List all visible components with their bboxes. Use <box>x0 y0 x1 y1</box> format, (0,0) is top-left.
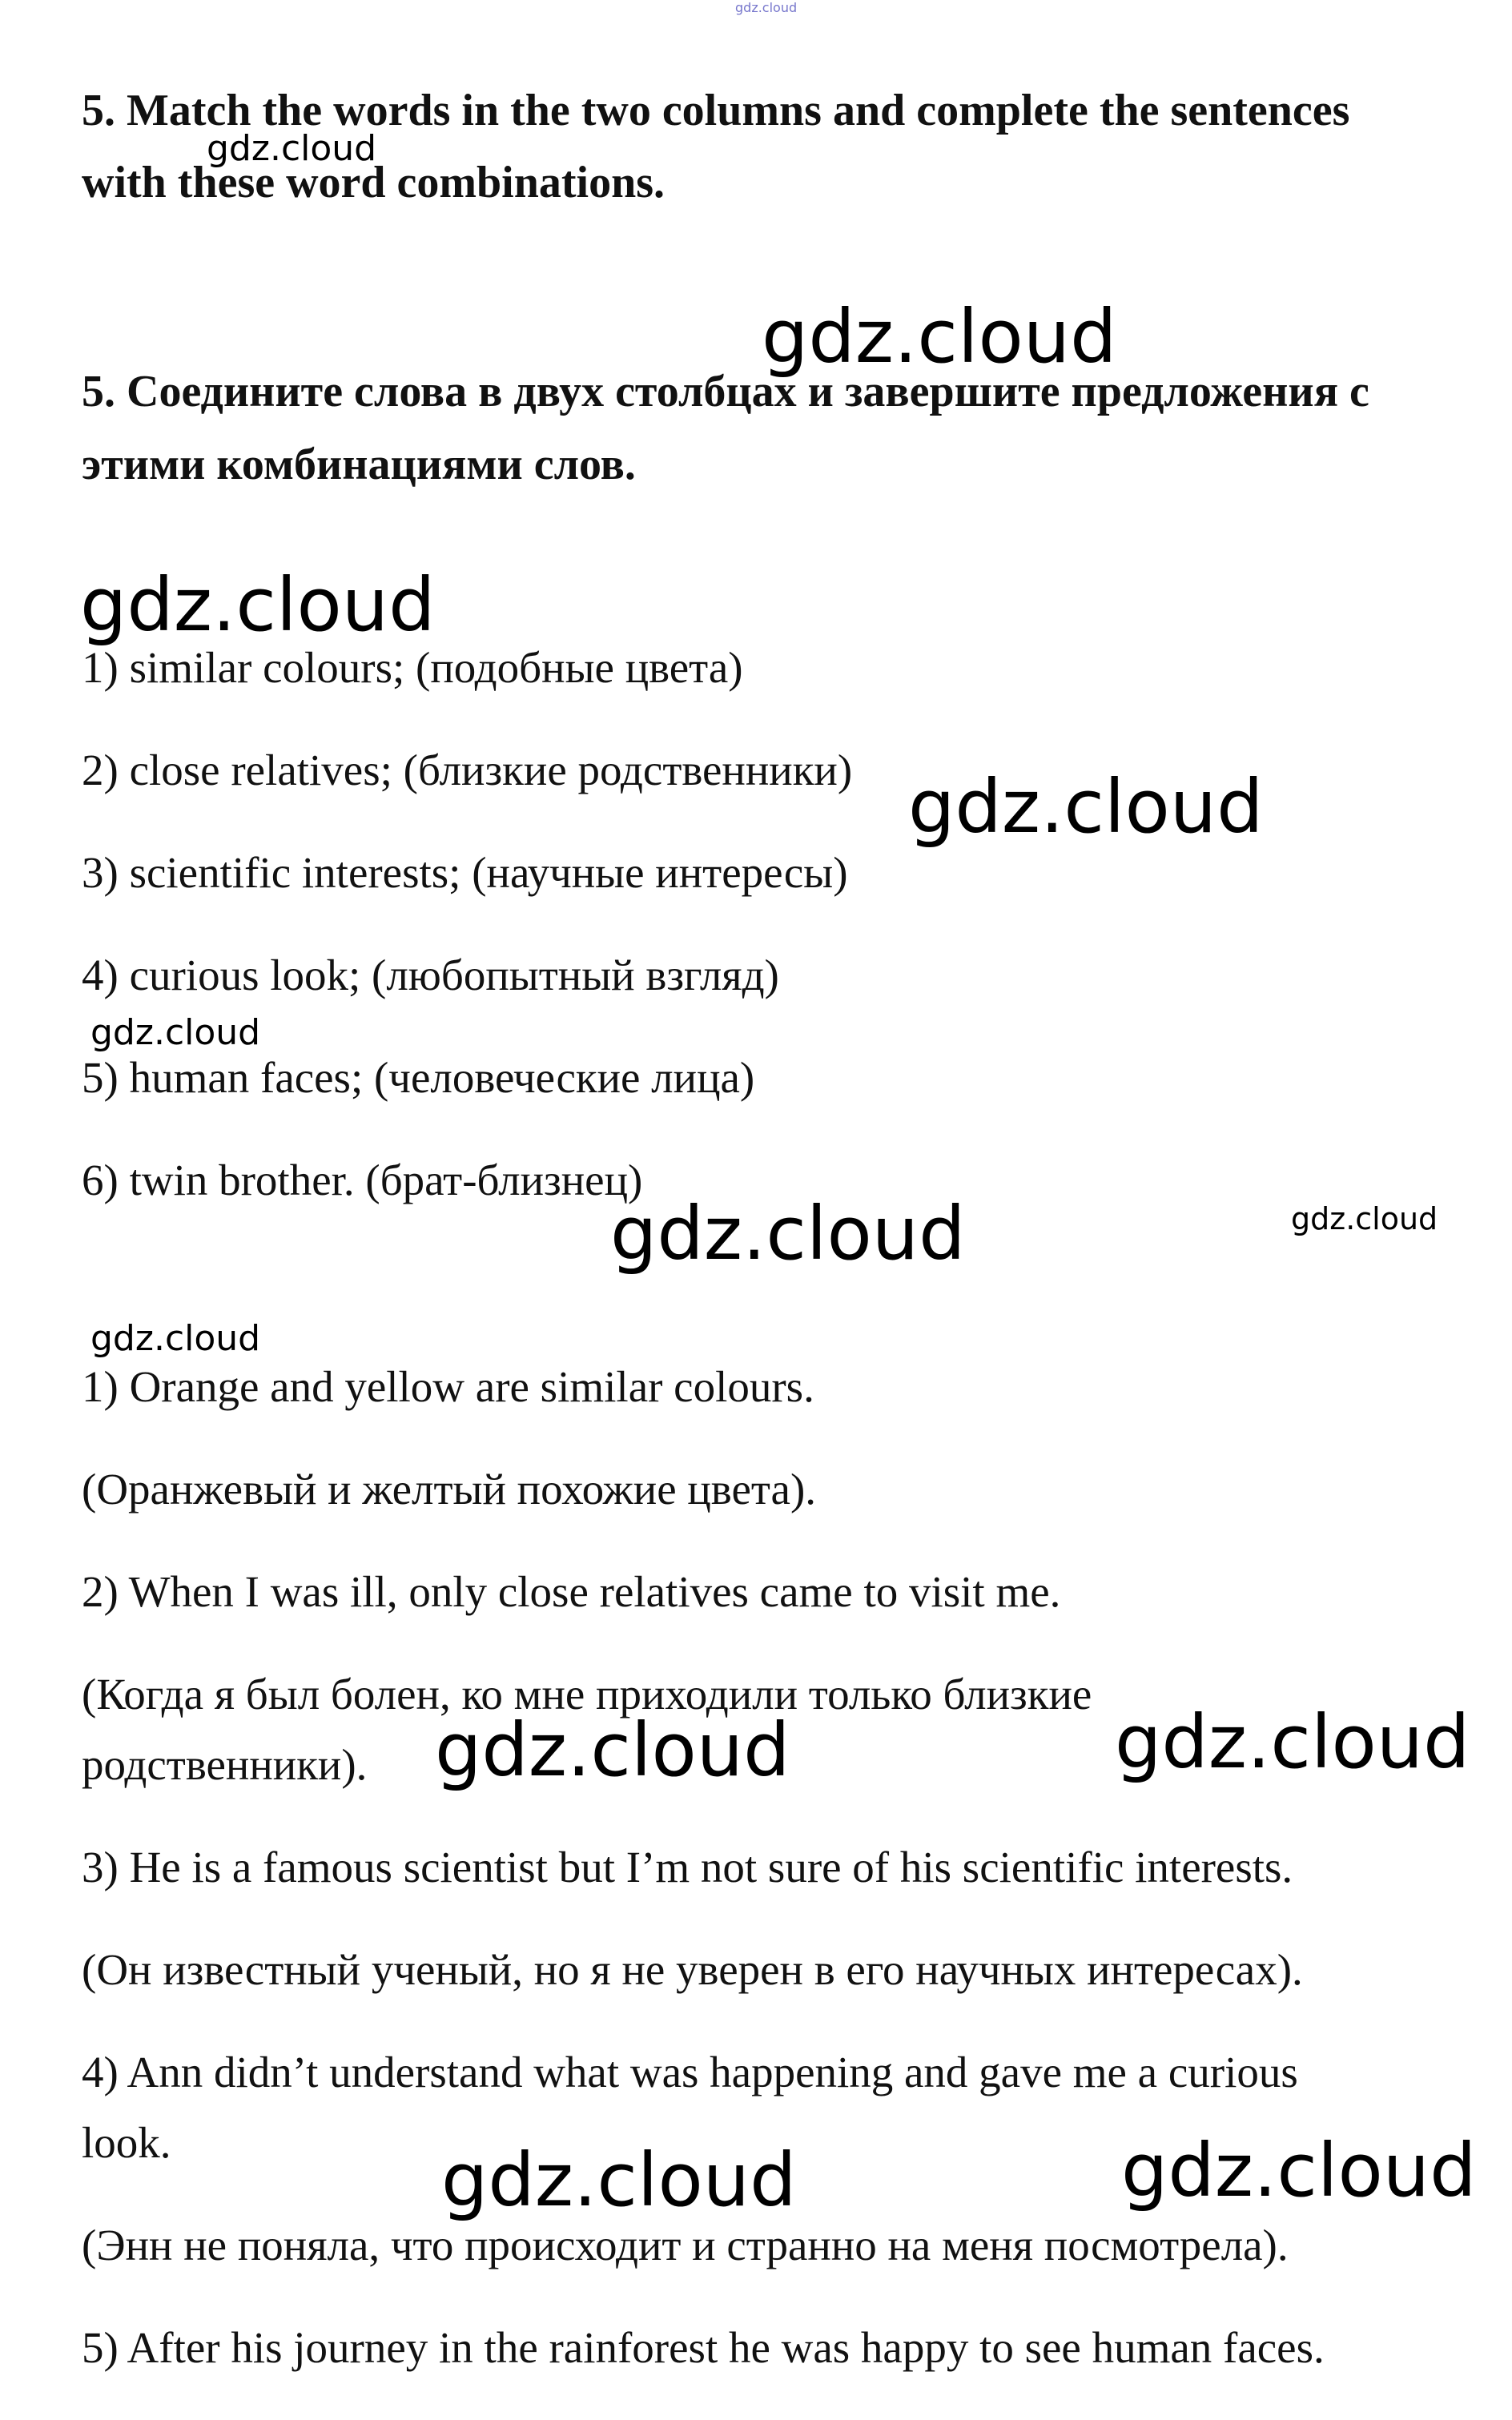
sentence-line: 2) When I was ill, only close relatives came to visit me. <box>82 1567 1061 1616</box>
sentence-translation-line: (Энн не поняла, что происходит и странно на меня посмотрела). <box>82 2221 1289 2269</box>
sentence-line: look. <box>82 2118 171 2167</box>
watermark: gdz.cloud <box>441 2137 797 2223</box>
watermark: gdz.cloud <box>1291 1201 1438 1236</box>
combination-item: 1) similar colours; (подобные цвета) <box>82 643 743 692</box>
sentence-line: 5) After his journey in the rainforest he was happy to see human faces. <box>82 2323 1325 2372</box>
watermark: gdz.cloud <box>435 1707 790 1793</box>
watermark: gdz.cloud <box>90 1012 261 1053</box>
sentence-line: 1) Orange and yellow are similar colours. <box>82 1362 814 1411</box>
combination-item: 5) human faces; (человеческие лица) <box>82 1053 755 1102</box>
sentence-translation-line: (Оранжевый и желтый похожие цвета). <box>82 1465 817 1514</box>
watermark: gdz.cloud <box>1121 2128 1477 2213</box>
combination-item: 2) close relatives; (близкие родственники) <box>82 746 853 794</box>
watermark: gdz.cloud <box>90 1318 261 1359</box>
watermark: gdz.cloud <box>762 294 1117 380</box>
task-heading-ru-line2: этими комбинациями слов. <box>82 440 636 489</box>
sentence-translation-line: родственники). <box>82 1740 368 1789</box>
combination-item: 6) twin brother. (брат-близнец) <box>82 1156 643 1204</box>
watermark: gdz.cloud <box>80 562 436 648</box>
watermark: gdz.cloud <box>908 764 1264 850</box>
top-watermark: gdz.cloud <box>735 0 798 15</box>
watermark: gdz.cloud <box>207 128 377 169</box>
sentence-line: 4) Ann didn’t understand what was happening and gave me a curious <box>82 2048 1298 2096</box>
task-heading-en-line1: 5. Match the words in the two columns and complete the sentences <box>82 86 1350 135</box>
combination-item: 4) curious look; (любопытный взгляд) <box>82 951 779 999</box>
task-heading-ru-line1: 5. Соедините слова в двух столбцах и завершите предложения с <box>82 367 1369 416</box>
sentence-translation-line: (Он известный ученый, но я не уверен в его научных интересах). <box>82 1945 1303 1994</box>
combination-item: 3) scientific interests; (научные интересы) <box>82 848 848 897</box>
sentence-line: 3) He is a famous scientist but I’m not sure of his scientific interests. <box>82 1843 1293 1891</box>
watermark: gdz.cloud <box>610 1191 966 1276</box>
watermark: gdz.cloud <box>1115 1699 1470 1785</box>
sentence-translation-line: (Когда я был болен, ко мне приходили только близкие <box>82 1670 1092 1719</box>
task-heading-en-line2: with these word combinations. <box>82 158 666 207</box>
